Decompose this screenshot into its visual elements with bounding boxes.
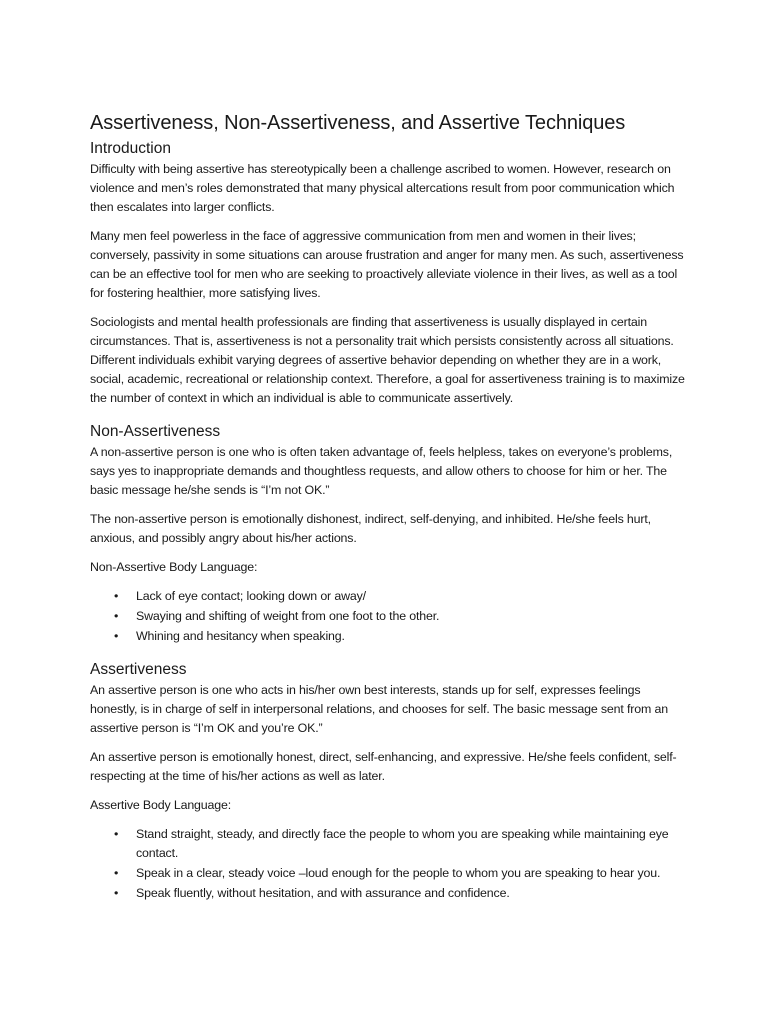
list-item [90,884,685,903]
paragraph: An assertive person is emotionally honest, direct, self-enhancing, and expressive. He/she feels confident, self-respecting at the time of his/her actions as well as later. [90,750,677,783]
document-title: Assertiveness, Non-Assertiveness, and Assertive Techniques [90,112,626,134]
list-item-text: Speak fluently, without hesitation, and with assurance and confidence. [136,886,510,900]
section-heading-assertiveness: Assertiveness [90,661,187,678]
paragraph: A non-assertive person is one who is often taken advantage of, feels helpless, takes on everyone’s problems, says yes to inappropriate demands and thoughtless requests, and allow others to choose for him or her. The basic message he/she sends is “I’m not OK.” [90,445,673,497]
body-language-label: Non-Assertive Body Language: [90,560,258,574]
bullet-icon: • [114,827,119,841]
document-body [90,110,685,913]
bullet-list [90,825,685,903]
section-introduction [90,139,685,408]
paragraph: Many men feel powerless in the face of aggressive communication from men and women in their lives; conversely, passivity in some situations can arouse frustration and anger for many men. As such, assertiveness can be an effective tool for men who are seeking to proactively alleviate violence in their lives, as well as a tool for fostering healthier, more satisfying lives. [90,229,684,300]
paragraph: Difficulty with being assertive has stereotypically been a challenge ascribed to women. However, research on violence and men’s roles demonstrated that many physical altercations result from poor communication which then escalates into larger conflicts. [90,162,675,214]
list-item [90,587,685,606]
list-item [90,864,685,883]
list-item-text: Stand straight, steady, and directly face the people to whom you are speaking while maintaining eye contact. [136,827,669,860]
paragraph: The non-assertive person is emotionally dishonest, indirect, self-denying, and inhibited. He/she feels hurt, anxious, and possibly angry about his/her actions. [90,512,651,545]
list-item-text: Swaying and shifting of weight from one foot to the other. [136,609,440,623]
paragraph: Sociologists and mental health professionals are finding that assertiveness is usually displayed in certain circumstances. That is, assertiveness is not a personality trait which persists consistently across all situations. Different individuals exhibit varying degrees of assertive behavior depending on whether they are in a work, social, academic, recreational or relationship context. Therefore, a goal for assertiveness training is to maximize the number of context in which an individual is able to communicate assertively. [90,315,685,405]
list-item [90,825,685,863]
section-assertiveness [90,660,685,903]
bullet-icon: • [114,609,119,623]
list-item [90,627,685,646]
bullet-icon: • [114,589,119,603]
body-language-label: Assertive Body Language: [90,798,232,812]
list-item-text: Speak in a clear, steady voice –loud enough for the people to whom you are speaking to hear you. [136,866,661,880]
paragraph: An assertive person is one who acts in his/her own best interests, stands up for self, expresses feelings honestly, is in charge of self in interpersonal relations, and chooses for self. The basic message sent from an assertive person is “I’m OK and you’re OK.” [90,683,668,735]
section-heading-introduction: Introduction [90,140,171,157]
section-non-assertiveness [90,422,685,646]
bullet-list [90,587,685,646]
list-item-text: Lack of eye contact; looking down or away/ [136,589,366,603]
bullet-icon: • [114,886,119,900]
bullet-icon: • [114,629,119,643]
bullet-icon: • [114,866,119,880]
list-item [90,607,685,626]
list-item-text: Whining and hesitancy when speaking. [136,629,345,643]
section-heading-non-assertiveness: Non-Assertiveness [90,423,221,440]
